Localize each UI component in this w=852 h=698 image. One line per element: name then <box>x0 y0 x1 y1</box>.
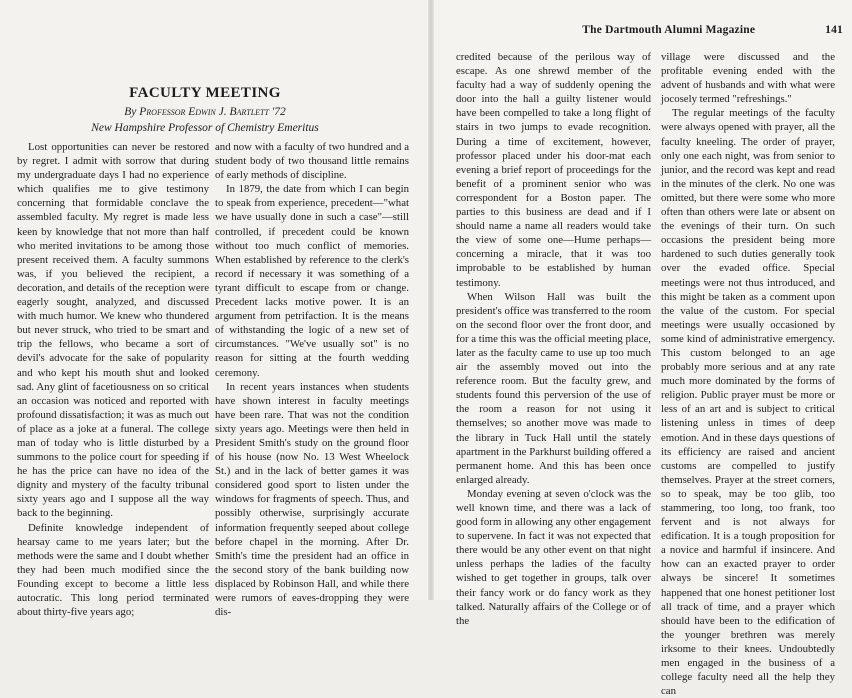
paragraph: In 1879, the date from which I can begin to speak from experience, precedent—"what we have usually done in such a case"—still controlled, if precedent could be known without too much conflict of memories. When established by reference to the clerk's record if necessary it was something of a tyrant difficult to escape from or change. Precedent lacks motive power. It is an argument from petrifaction. It is the means of withstanding the logic of a new set of circumstances. "We've usually sot" is no reason for sitting at the fourth wedding ceremony. <box>215 183 409 379</box>
text-column-2 <box>215 140 409 619</box>
author-title: New Hampshire Professor of Chemistry Emeritus <box>91 122 319 134</box>
paragraph: Lost opportunities can never be restored by regret. I admit with sorrow that during my undergraduate days I had no experience which qualifies me to give testimony concerning that formidable conclave the assembled faculty. My regret is made less keen by knowledge that not more than half who merited invitations to be among those present received them. A faculty summons was, if you believed the recipient, a decoration, and details of the reception were eagerly sought, analyzed, and discussed with much humor. We knew who thundered but never struck, who tried to be smart and trip the fellows, who became a sort of devil's advocate for the sake of popularity and who kept his mouth shut and looked sad. Any glint of facetiousness on so critical an occasion was noticed and reported with profound dissatisfaction; it was as much out of place as a joke at a funeral. The college man of today who is little disturbed by a summons to the police court for speeding if he has the price can have no idea of the dignity and mystery of the faculty tribunal sixty years ago and I suppose all the way back to the beginning. <box>17 141 209 520</box>
paragraph: In recent years instances when students have shown interest in faculty meetings have been rare. That was not the condition sixty years ago. Meetings were then held in President Smith's study on the ground floor of his house (now No. 13 West Wheelock St.) and in the lack of better games it was considered good sport to listen under the windows for fragments of speech. Thus, and possibly otherwise, surprisingly accurate information frequently seeped about college before chapel in the morning. After Dr. Smith's time the president had an office in the second story of the bank building now displaced by Robinson Hall, and while there were rumors of eaves-dropping they were dis- <box>215 380 409 619</box>
text-column-4 <box>661 50 835 698</box>
byline-prefix: By <box>124 106 137 118</box>
paragraph: credited because of the perilous way of escape. As one shrewd member of the faculty had a way of suddenly opening the door into the hall a guilty listener would have been compelled to take a long flight of stairs in two jumps to evade recognition. During a time of excitement, however, professor placed under his door-mat each evening a brief report of proceedings for the benefit of a prominent senior who was correspondent for a Boston paper. The parties to this business are dead and if I should name a name all readers would take the view of some one—Hume perhaps—concerning a miracle, that it was too improbable to be established by human testimony. <box>456 51 651 289</box>
magazine-name: The Dartmouth Alumni Magazine <box>582 24 756 36</box>
page-gutter <box>428 0 434 600</box>
paragraph: village were discussed and the profitable evening ended with the advent of husbands and with what were jocosely termed "refreshings." <box>661 51 835 106</box>
page-number: 141 <box>825 24 843 36</box>
paragraph: The regular meetings of the faculty were always opened with prayer, all the faculty kneeling. The order of prayer, only one each night, was from senior to junior, and the record was kept and read in the minutes of the clerk. No one was omitted, but there were some who more often than others were late or absent on the evenings of their turn. On such occasions the president being more hardened to such duties generally took over the evaded office. Special meetings were not thus introduced, and this might be taken as a comment upon the value of the custom. For special meetings were usually occasioned by some kind of administrative emergency. This custom belonged to an age probably more serious and at any rate much more dominated by the forms of religion. Public prayer must be more or less of an art and is subject to critical listening unless in times of deep emotion. And in these days questions of its efficiency are raised and ancient customs are compelled to justify themselves. Prayer at the street corners, so to speak, may be too glib, too stammering, too long, too frank, too fervent and is not always for edification. It is a tough proposition for a novice and harmful if insincere. And how can an exacted prayer to order always be sincere! It sometimes happened that one honest petitioner lost all track of time, and a prayer which should have been to the edification of the younger brethren was merely irksome to their knees. Undoubtedly men engaged in the business of a college faculty need all the help they can <box>661 107 835 698</box>
text-column-1 <box>17 140 209 619</box>
text-column-3 <box>456 50 651 627</box>
article-byline <box>0 106 410 118</box>
paragraph: and now with a faculty of two hundred and a student body of two thousand little remains of early methods of discipline. <box>215 141 409 182</box>
article-title: FACULTY MEETING <box>129 85 281 101</box>
author-name: Professor Edwin J. Bartlett '72 <box>139 106 286 118</box>
paragraph: Monday evening at seven o'clock was the well known time, and there was a lack of good form in allowing any other engagement to supervene. In fact it was not expected that there would be any other event on that night unless perhaps the ladies of the faculty wished to get together in groups, talk over their fancy work or do fancy work as they talked. Naturally affairs of the College or of the <box>456 487 651 627</box>
paragraph: When Wilson Hall was built the president's office was transferred to the room on the second floor over the front door, and for a time this was the official meeting place, later as the faculty came to use up too much air the assembly moved out into the reference room. But the faculty grew, and students found this perversion of the use of the room a reason for not using it themselves; so another move was made to the library in Tuck Hall until the stately apartment in the Parkhurst building offered a permanent home. And this has been once enlarged already. <box>456 290 651 486</box>
running-header <box>432 24 843 36</box>
paragraph: Definite knowledge independent of hearsay came to me years later; but the methods were the same and I doubt whether they had been much modified since the Founding except to become a little less autocratic. This long period terminated about thirty-five years ago; <box>17 521 209 619</box>
